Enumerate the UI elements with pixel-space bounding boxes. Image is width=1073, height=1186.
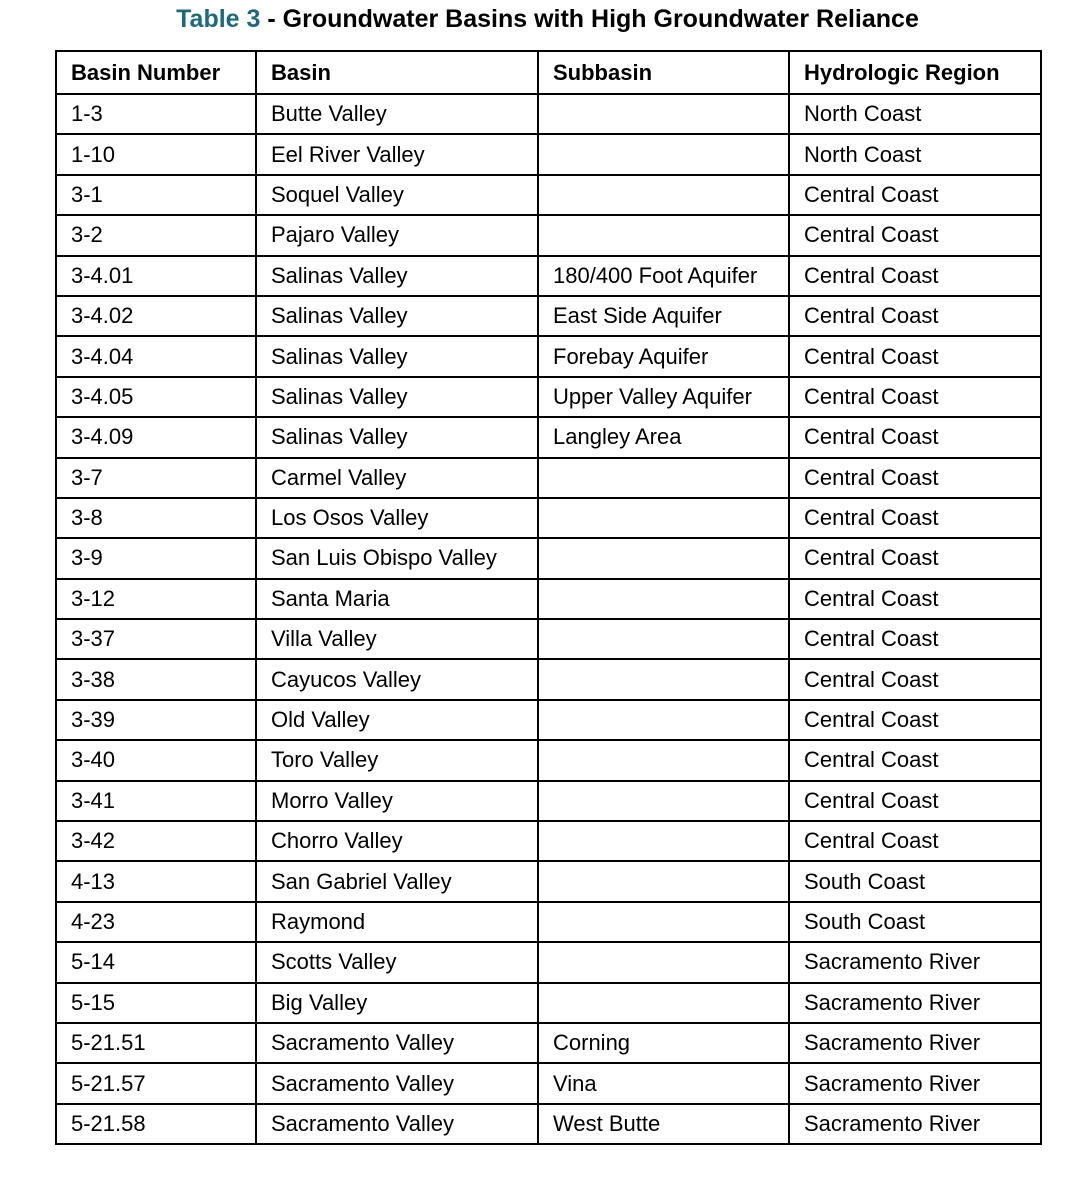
hydrologic-region-cell: Sacramento River xyxy=(789,1063,1041,1103)
basin-number-cell: 3-9 xyxy=(56,538,256,578)
basin-number-cell: 3-41 xyxy=(56,781,256,821)
subbasin-cell xyxy=(538,861,789,901)
basin-cell: Chorro Valley xyxy=(256,821,538,861)
basin-cell: Salinas Valley xyxy=(256,336,538,376)
basin-number-cell: 3-4.05 xyxy=(56,377,256,417)
basin-number-cell: 3-2 xyxy=(56,215,256,255)
table-row xyxy=(56,619,1041,659)
basin-number-cell: 3-42 xyxy=(56,821,256,861)
basin-number-cell: 1-3 xyxy=(56,94,256,134)
subbasin-cell xyxy=(538,538,789,578)
basin-number-cell: 3-38 xyxy=(56,659,256,699)
basin-number-cell: 3-4.02 xyxy=(56,296,256,336)
hydrologic-region-cell: Central Coast xyxy=(789,781,1041,821)
basin-cell: Carmel Valley xyxy=(256,458,538,498)
table-title-text: Groundwater Basins with High Groundwater Reliance xyxy=(282,5,919,33)
basin-cell: San Luis Obispo Valley xyxy=(256,538,538,578)
basin-cell: Salinas Valley xyxy=(256,377,538,417)
table-row xyxy=(56,377,1041,417)
table-row xyxy=(56,983,1041,1023)
hydrologic-region-cell: Central Coast xyxy=(789,256,1041,296)
table-row xyxy=(56,700,1041,740)
subbasin-cell: East Side Aquifer xyxy=(538,296,789,336)
table-row xyxy=(56,498,1041,538)
subbasin-cell xyxy=(538,498,789,538)
hydrologic-region-cell: Sacramento River xyxy=(789,1104,1041,1144)
hydrologic-region-cell: Central Coast xyxy=(789,538,1041,578)
basin-number-cell: 3-37 xyxy=(56,619,256,659)
table-row xyxy=(56,538,1041,578)
hydrologic-region-cell: Central Coast xyxy=(789,215,1041,255)
table-row xyxy=(56,902,1041,942)
subbasin-cell: Forebay Aquifer xyxy=(538,336,789,376)
subbasin-cell: Langley Area xyxy=(538,417,789,457)
subbasin-cell xyxy=(538,215,789,255)
subbasin-cell xyxy=(538,458,789,498)
subbasin-cell xyxy=(538,579,789,619)
table-row xyxy=(56,740,1041,780)
basin-number-cell: 3-1 xyxy=(56,175,256,215)
basin-cell: Sacramento Valley xyxy=(256,1023,538,1063)
subbasin-cell xyxy=(538,902,789,942)
hydrologic-region-cell: North Coast xyxy=(789,94,1041,134)
table-row xyxy=(56,458,1041,498)
hydrologic-region-cell: Central Coast xyxy=(789,659,1041,699)
table-row xyxy=(56,659,1041,699)
basin-cell: Salinas Valley xyxy=(256,417,538,457)
subbasin-cell: Vina xyxy=(538,1063,789,1103)
basin-number-cell: 3-40 xyxy=(56,740,256,780)
table-row xyxy=(56,336,1041,376)
basin-cell: Eel River Valley xyxy=(256,134,538,174)
basin-cell: Villa Valley xyxy=(256,619,538,659)
subbasin-cell xyxy=(538,821,789,861)
header-row xyxy=(56,51,1041,94)
table-row xyxy=(56,296,1041,336)
table-row xyxy=(56,781,1041,821)
basin-cell: Butte Valley xyxy=(256,94,538,134)
basin-cell: Scotts Valley xyxy=(256,942,538,982)
basin-cell: Morro Valley xyxy=(256,781,538,821)
header-hydrologic-region: Hydrologic Region xyxy=(789,51,1041,94)
hydrologic-region-cell: Central Coast xyxy=(789,821,1041,861)
subbasin-cell xyxy=(538,175,789,215)
hydrologic-region-cell: South Coast xyxy=(789,861,1041,901)
basin-cell: Santa Maria xyxy=(256,579,538,619)
hydrologic-region-cell: South Coast xyxy=(789,902,1041,942)
hydrologic-region-cell: Central Coast xyxy=(789,579,1041,619)
table-row xyxy=(56,579,1041,619)
basin-number-cell: 5-15 xyxy=(56,983,256,1023)
hydrologic-region-cell: Sacramento River xyxy=(789,942,1041,982)
basin-cell: Big Valley xyxy=(256,983,538,1023)
subbasin-cell: Corning xyxy=(538,1023,789,1063)
table-row xyxy=(56,215,1041,255)
subbasin-cell xyxy=(538,942,789,982)
basin-cell: Old Valley xyxy=(256,700,538,740)
hydrologic-region-cell: Central Coast xyxy=(789,296,1041,336)
subbasin-cell xyxy=(538,700,789,740)
table-row xyxy=(56,175,1041,215)
basin-number-cell: 3-39 xyxy=(56,700,256,740)
table-row xyxy=(56,94,1041,134)
subbasin-cell: Upper Valley Aquifer xyxy=(538,377,789,417)
basin-cell: Toro Valley xyxy=(256,740,538,780)
basin-number-cell: 3-4.09 xyxy=(56,417,256,457)
basin-number-cell: 3-8 xyxy=(56,498,256,538)
basin-cell: San Gabriel Valley xyxy=(256,861,538,901)
basin-number-cell: 3-4.01 xyxy=(56,256,256,296)
table-row xyxy=(56,417,1041,457)
basin-number-cell: 3-7 xyxy=(56,458,256,498)
table-row xyxy=(56,134,1041,174)
table-row xyxy=(56,1104,1041,1144)
basin-cell: Raymond xyxy=(256,902,538,942)
table-row xyxy=(56,861,1041,901)
hydrologic-region-cell: Central Coast xyxy=(789,417,1041,457)
basin-cell: Los Osos Valley xyxy=(256,498,538,538)
hydrologic-region-cell: Central Coast xyxy=(789,377,1041,417)
hydrologic-region-cell: Central Coast xyxy=(789,740,1041,780)
hydrologic-region-cell: Central Coast xyxy=(789,619,1041,659)
header-basin-number: Basin Number xyxy=(56,51,256,94)
header-basin: Basin xyxy=(256,51,538,94)
hydrologic-region-cell: North Coast xyxy=(789,134,1041,174)
hydrologic-region-cell: Central Coast xyxy=(789,458,1041,498)
hydrologic-region-cell: Sacramento River xyxy=(789,1023,1041,1063)
subbasin-cell xyxy=(538,740,789,780)
table-row xyxy=(56,821,1041,861)
subbasin-cell xyxy=(538,94,789,134)
hydrologic-region-cell: Sacramento River xyxy=(789,983,1041,1023)
basin-number-cell: 4-13 xyxy=(56,861,256,901)
table-row xyxy=(56,942,1041,982)
basin-cell: Soquel Valley xyxy=(256,175,538,215)
subbasin-cell xyxy=(538,781,789,821)
table-body xyxy=(56,94,1041,1144)
subbasin-cell: 180/400 Foot Aquifer xyxy=(538,256,789,296)
hydrologic-region-cell: Central Coast xyxy=(789,175,1041,215)
title-separator: - xyxy=(260,5,283,33)
subbasin-cell xyxy=(538,134,789,174)
subbasin-cell xyxy=(538,983,789,1023)
hydrologic-region-cell: Central Coast xyxy=(789,700,1041,740)
subbasin-cell xyxy=(538,619,789,659)
hydrologic-region-cell: Central Coast xyxy=(789,336,1041,376)
table-number: Table 3 xyxy=(176,5,261,33)
subbasin-cell: West Butte xyxy=(538,1104,789,1144)
basin-number-cell: 5-14 xyxy=(56,942,256,982)
table-title xyxy=(0,3,1073,35)
basin-cell: Salinas Valley xyxy=(256,256,538,296)
basin-number-cell: 5-21.58 xyxy=(56,1104,256,1144)
basin-cell: Sacramento Valley xyxy=(256,1063,538,1103)
table-row xyxy=(56,1063,1041,1103)
basin-number-cell: 3-4.04 xyxy=(56,336,256,376)
header-subbasin: Subbasin xyxy=(538,51,789,94)
groundwater-basins-table xyxy=(55,50,1042,1145)
table-row xyxy=(56,256,1041,296)
basin-number-cell: 5-21.57 xyxy=(56,1063,256,1103)
basin-number-cell: 1-10 xyxy=(56,134,256,174)
basin-cell: Salinas Valley xyxy=(256,296,538,336)
basin-number-cell: 5-21.51 xyxy=(56,1023,256,1063)
basin-cell: Pajaro Valley xyxy=(256,215,538,255)
table-row xyxy=(56,1023,1041,1063)
basin-cell: Cayucos Valley xyxy=(256,659,538,699)
basin-number-cell: 3-12 xyxy=(56,579,256,619)
basin-number-cell: 4-23 xyxy=(56,902,256,942)
subbasin-cell xyxy=(538,659,789,699)
hydrologic-region-cell: Central Coast xyxy=(789,498,1041,538)
basin-cell: Sacramento Valley xyxy=(256,1104,538,1144)
